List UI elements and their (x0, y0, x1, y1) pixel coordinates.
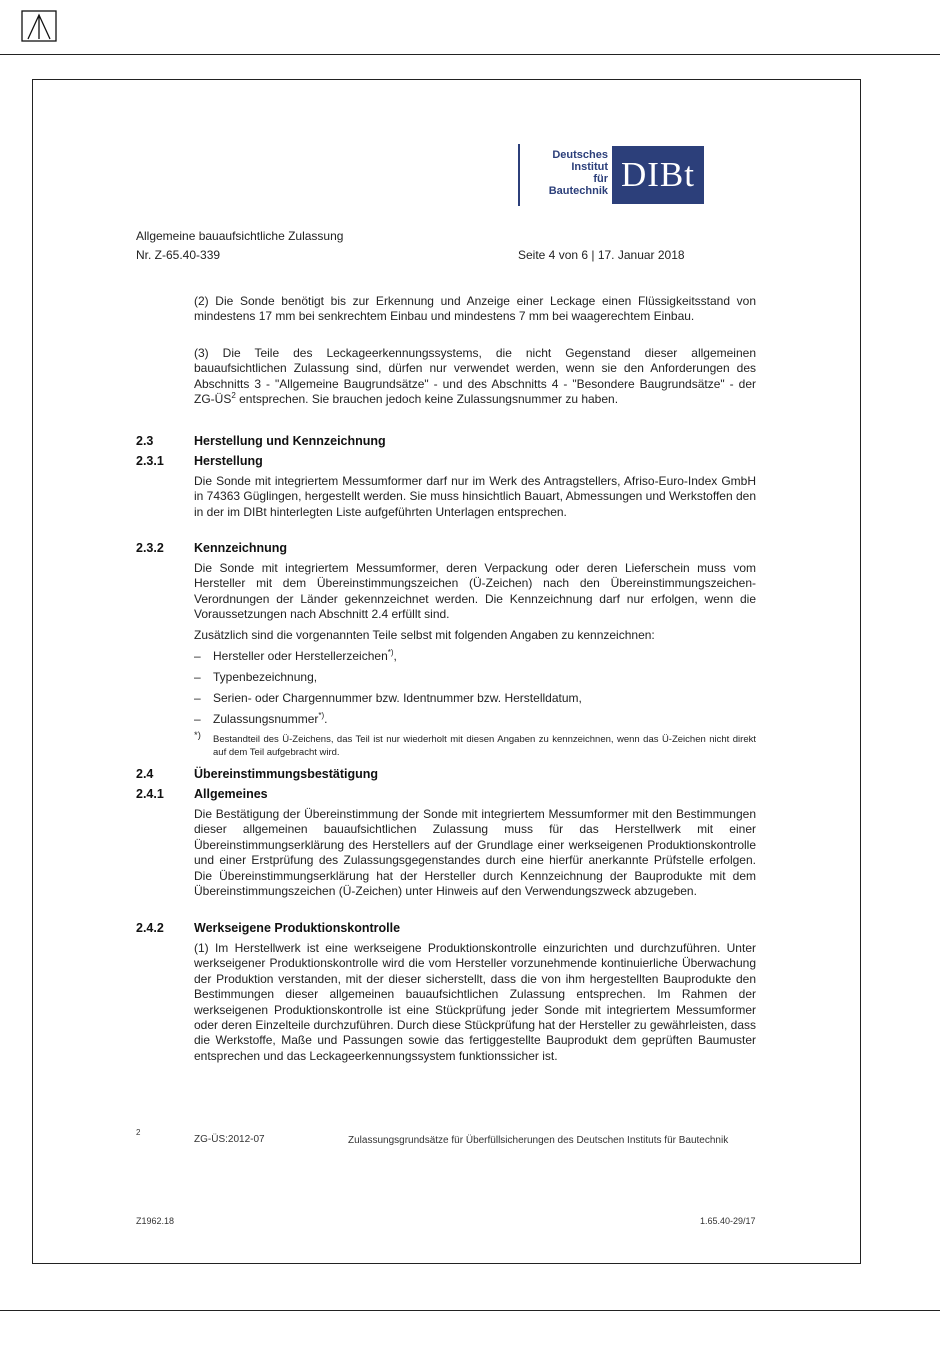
logo-word: Institut (571, 161, 608, 173)
section-number: 2.4.1 (136, 787, 164, 801)
paragraph-3-text: (3) Die Teile des Leckageerkennungssystems, die nicht Gegenstand dieser allgemeinen bauaufsichtlichen Zulassung sind, dürfen nur verwendet werden, wenn sie den Anforderungen des Abschnitts 3 - "Allgemeine Baugrundsätze" - und des Abschnitts 4 - "Besondere Baugrundsätze" - der ZG-ÜS (194, 346, 756, 407)
list-item-sup: *) (318, 711, 325, 720)
list-item-text: Typenbezeichnung, (213, 670, 318, 684)
section-number: 2.3 (136, 434, 154, 448)
allgemeines-text: Die Bestätigung der Übereinstimmung der Sonde mit integriertem Messumformer mit den Bestimmungen dieser allgemeinen bauaufsichtlichen Zulassung muss für das Herstellwerk mit einer Übereinstimmungserklärung des Herstellers auf der Grundlage einer werkseigenen Produktionskontrolle und einer Erstprüfung des Zulassungsgegenstandes durch eine hierfür anerkannte Prüfstelle erfolgen. Die Übereinstimmungserklärung hat der Hersteller durch Kennzeichnung der Bauprodukte mit dem Übereinstimmungszeichen (Ü-Zeichen) unter Hinweis auf den Verwendungszweck abzugeben. (194, 807, 756, 899)
footer-left-code: Z1962.18 (136, 1216, 175, 1226)
kennzeichnung-text: Die Sonde mit integriertem Messumformer, deren Verpackung oder deren Lieferschein muss vom Hersteller mit dem Übereinstimmungszeichen (Ü-Zeichen) nach den Übereinstimmungszeichen-Verordnungen der Länder gekennzeichnet werden. Die Kennzeichnung darf nur erfolgen, wenn die Voraussetzungen nach Abschnitt 2.4 erfüllt sind. (194, 561, 756, 622)
list-item (194, 670, 317, 684)
wpk-text: (1) Im Herstellwerk ist eine werkseigene Produktionskontrolle einzurichten und durchzuführen. Unter werkseigener Produktionskontrolle wird die vom Hersteller vorzunehmende kontinuierliche Überwachung der Produktion verstanden, mit der dieser sicherstellt, dass die von ihm hergestellten Bauprodukte den Bestimmungen dieser allgemeinen bauaufsichtlichen Zulassung entsprechen. Im Rahmen der werkseigenen Produktionskontrolle ist eine Stückprüfung jeder Sonde mit integriertem Messumformer oder deren Einzelteile durchzuführen. Durch diese Stückprüfung hat der Hersteller zu gewährleisten, dass die Werkstoffe, Maße und Passungen sowie das fertiggestellte Bauprodukt dem geprüften Baumuster entsprechen und das Leckageerkennungssystem funktionssicher ist. (194, 941, 756, 1063)
zulassung-number: Nr. Z-65.40-339 (136, 248, 221, 262)
list-item (194, 691, 582, 705)
zusaetzlich-text: Zusätzlich sind die vorgenannten Teile selbst mit folgenden Angaben zu kennzeichnen: (194, 628, 655, 642)
paragraph-3-text-end: entsprechen. Sie brauchen jedoch keine Zulassungsnummer zu haben. (235, 392, 619, 407)
section-title: Kennzeichnung (194, 541, 288, 555)
section-number: 2.3.1 (136, 454, 164, 468)
section-title: Herstellung und Kennzeichnung (194, 434, 386, 448)
list-item-after: . (324, 712, 328, 726)
logo-mark: DIBt (612, 146, 704, 204)
footnote-star-mark: *) (194, 730, 201, 741)
footer-right-code: 1.65.40-29/17 (700, 1216, 756, 1226)
list-dash: – (194, 670, 201, 684)
list-item-after: , (393, 649, 397, 663)
logo-word: Bautechnik (548, 185, 608, 197)
logo-word: für (593, 173, 608, 185)
section-number: 2.3.2 (136, 541, 164, 555)
footnote-ref: 2 (231, 391, 236, 401)
corner-logo-icon (21, 10, 57, 42)
section-title: Werkseigene Produktionskontrolle (194, 921, 401, 935)
section-title: Übereinstimmungsbestätigung (194, 767, 379, 781)
logo-bar (518, 144, 520, 206)
top-divider (0, 54, 940, 55)
footnote-2-mark: 2 (136, 1128, 141, 1137)
list-item-text: Serien- oder Chargennummer bzw. Identnummer bzw. Herstelldatum, (213, 691, 582, 705)
section-number: 2.4 (136, 767, 154, 781)
page-info: Seite 4 von 6 | 17. Januar 2018 (518, 248, 685, 262)
paragraph-3 (194, 346, 756, 408)
list-dash: – (194, 712, 201, 726)
section-number: 2.4.2 (136, 921, 164, 935)
section-title: Herstellung (194, 454, 263, 468)
zulassung-title: Allgemeine bauaufsichtliche Zulassung (136, 229, 344, 243)
list-dash: – (194, 649, 201, 663)
footnote-2-ref: ZG-ÜS:2012-07 (194, 1134, 265, 1145)
list-item (194, 649, 397, 663)
herstellung-text: Die Sonde mit integriertem Messumformer darf nur im Werk des Antragstellers, Afriso-Euro-Index GmbH in 74363 Güglingen, hergestellt werden. Sie muss hinsichtlich Bauart, Abmessungen und Werkstoffen den in der im DIBt hinterlegten Liste aufgeführten Unterlagen entsprechen. (194, 474, 756, 519)
list-dash: – (194, 691, 201, 705)
logo-word: Deutsches (552, 149, 608, 161)
logo-words (526, 149, 608, 197)
footnote-2-text: Zulassungsgrundsätze für Überfüllsicherungen des Deutschen Instituts für Bautechnik (348, 1135, 729, 1146)
list-item-text: Hersteller oder Herstellerzeichen (213, 649, 388, 663)
paragraph-2: (2) Die Sonde benötigt bis zur Erkennung und Anzeige einer Leckage einen Flüssigkeitsstand von mindestens 17 mm bei senkrechtem Einbau und mindestens 7 mm bei waagerechtem Einbau. (194, 294, 756, 324)
footnote-star-text: Bestandteil des Ü-Zeichens, das Teil ist nur wiederholt mit diesen Angaben zu kennzeichnen, wenn das Ü-Zeichen nicht direkt auf dem Teil aufgebracht wird. (213, 734, 756, 758)
list-item-sup: *) (387, 648, 394, 657)
list-item-text: Zulassungsnummer (213, 712, 319, 726)
section-title: Allgemeines (194, 787, 268, 801)
bottom-divider (0, 1310, 940, 1311)
list-item (194, 712, 328, 726)
